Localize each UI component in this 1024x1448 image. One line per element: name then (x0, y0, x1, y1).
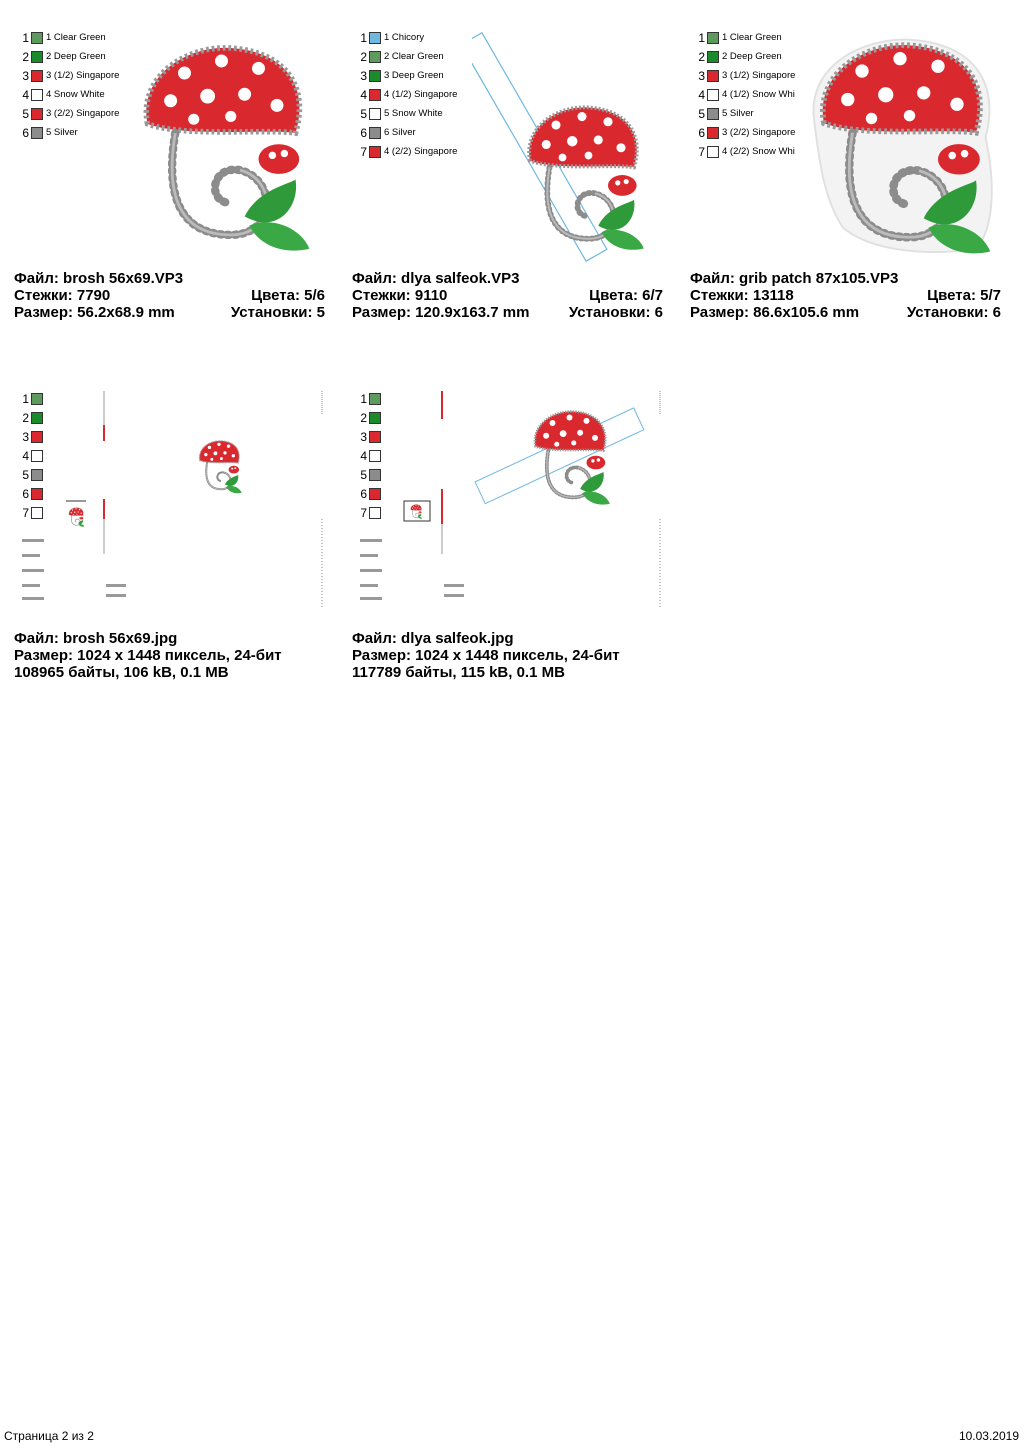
design-size: Размер: 120.9x163.7 mm (352, 304, 530, 321)
legend-row: 3 3 (1/2) Singapore (22, 68, 120, 83)
legend-row: 1 1 Clear Green (698, 30, 782, 45)
embroidery-preview (472, 32, 652, 262)
color-legend (695, 28, 795, 161)
embroidery-preview (129, 32, 314, 262)
color-count: Цвета: 6/7 (589, 287, 663, 304)
stop-count: Установки: 6 (568, 304, 663, 321)
legend-row: 1 (19, 389, 46, 408)
stitch-count: Стежки: 9110 (352, 287, 448, 304)
file-name: Файл: brosh 56x69.jpg (14, 630, 178, 647)
file-info (14, 270, 325, 321)
image-dimensions: Размер: 1024 x 1448 пиксель, 24-бит (352, 647, 620, 664)
color-swatch (31, 108, 43, 120)
print-date: 10.03.2019 (958, 1429, 1019, 1443)
legend-row: 6 (357, 484, 384, 503)
color-swatch (369, 89, 381, 101)
color-swatch (369, 32, 381, 44)
color-swatch (369, 70, 381, 82)
thumbnail-preview (14, 389, 325, 609)
legend-row: 6 3 (2/2) Singapore (698, 125, 796, 140)
color-count: Цвета: 5/7 (927, 287, 1001, 304)
color-count: Цвета: 5/6 (251, 287, 325, 304)
legend-row: 6 5 Silver (22, 125, 78, 140)
legend-row: 2 (357, 408, 384, 427)
embroidery-preview (805, 32, 995, 262)
legend-row: 5 (357, 465, 384, 484)
file-size: 108965 байты, 106 kB, 0.1 MB (14, 664, 229, 681)
file-name: Файл: dlya salfeok.VP3 (352, 270, 520, 287)
page-number: Страница 2 из 2 (4, 1429, 94, 1443)
legend-row: 7 4 (2/2) Snow Whi (698, 144, 795, 159)
legend-row: 6 (19, 484, 46, 503)
stop-count: Установки: 6 (906, 304, 1001, 321)
color-swatch (31, 127, 43, 139)
color-swatch (31, 51, 43, 63)
file-info (14, 630, 325, 681)
color-swatch (369, 127, 381, 139)
color-swatch (369, 108, 381, 120)
legend-row: 5 3 (2/2) Singapore (22, 106, 120, 121)
color-swatch (31, 32, 43, 44)
legend-row: 4 (19, 446, 46, 465)
legend-row: 1 1 Chicory (360, 30, 425, 45)
legend-row: 7 (19, 503, 46, 522)
legend-row: 1 (357, 389, 384, 408)
legend-row: 3 3 (1/2) Singapore (698, 68, 796, 83)
file-size: 117789 байты, 115 kB, 0.1 MB (352, 664, 565, 681)
legend-row: 5 (19, 465, 46, 484)
legend-row: 2 2 Deep Green (22, 49, 106, 64)
image-dimensions: Размер: 1024 x 1448 пиксель, 24-бит (14, 647, 282, 664)
color-legend (357, 28, 457, 161)
legend-row: 3 3 Deep Green (360, 68, 444, 83)
color-swatch (707, 108, 719, 120)
legend-row: 6 6 Silver (360, 125, 416, 140)
color-swatch (707, 146, 719, 158)
legend-row: 3 (357, 427, 384, 446)
color-swatch (369, 146, 381, 158)
color-swatch (707, 32, 719, 44)
stitch-count: Стежки: 13118 (690, 287, 794, 304)
file-info (690, 270, 1001, 321)
file-name: Файл: grib patch 87x105.VP3 (690, 270, 899, 287)
design-size: Размер: 86.6x105.6 mm (690, 304, 860, 321)
file-name: Файл: brosh 56x69.VP3 (14, 270, 184, 287)
color-swatch (707, 89, 719, 101)
legend-row: 2 2 Deep Green (698, 49, 782, 64)
design-size: Размер: 56.2x68.9 mm (14, 304, 175, 321)
color-legend (19, 28, 119, 142)
file-info (352, 630, 663, 681)
legend-row: 2 (19, 408, 46, 427)
color-swatch (707, 127, 719, 139)
legend-row: 4 4 (1/2) Singapore (360, 87, 458, 102)
legend-row: 2 2 Clear Green (360, 49, 444, 64)
legend-row: 5 5 Snow White (360, 106, 443, 121)
legend-row: 4 4 (1/2) Snow Whi (698, 87, 795, 102)
file-info (352, 270, 663, 321)
color-swatch (31, 70, 43, 82)
legend-row: 1 1 Clear Green (22, 30, 106, 45)
legend-row: 3 (19, 427, 46, 446)
file-name: Файл: dlya salfeok.jpg (352, 630, 514, 647)
color-swatch (31, 89, 43, 101)
legend-row: 4 4 Snow White (22, 87, 105, 102)
stitch-count: Стежки: 7790 (14, 287, 111, 304)
color-swatch (707, 70, 719, 82)
legend-row: 4 (357, 446, 384, 465)
stop-count: Установки: 5 (230, 304, 325, 321)
legend-row: 7 4 (2/2) Singapore (360, 144, 458, 159)
legend-row: 5 5 Silver (698, 106, 754, 121)
color-swatch (369, 51, 381, 63)
color-swatch (707, 51, 719, 63)
thumbnail-preview (352, 389, 663, 609)
legend-row: 7 (357, 503, 384, 522)
